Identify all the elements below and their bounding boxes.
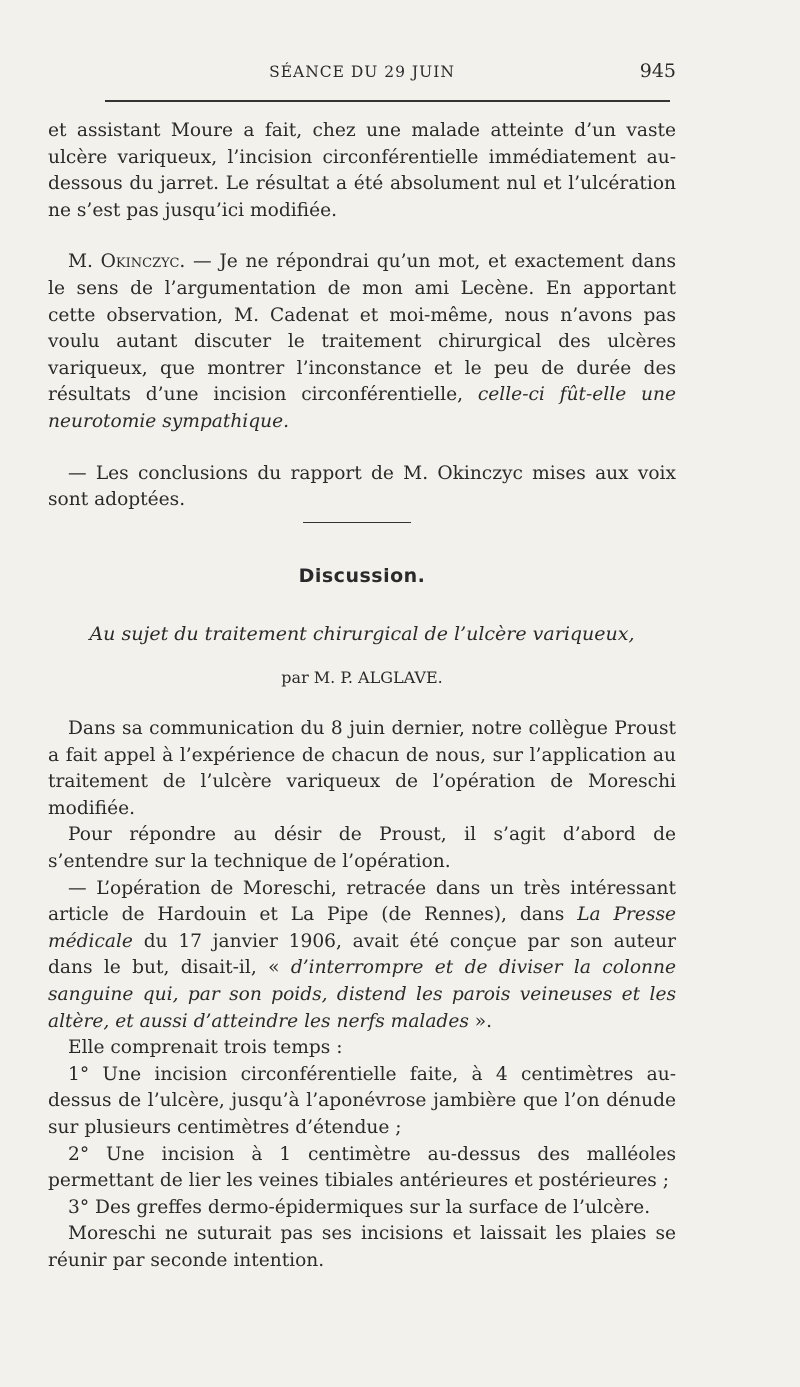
paragraph-text: ». bbox=[468, 1010, 493, 1032]
paragraph: Dans sa communication du 8 juin dernier, notre collègue Proust a fait appel à l’expérience de chacun de nous, sur l’application au traitement de l’ulcère variqueux de l’opération de Moreschi modifiée. bbox=[48, 718, 676, 819]
list-item: 2° Une incision à 1 centimètre au-dessus des malléoles permettant de lier les veines tibiales antérieures et postérieures ; bbox=[48, 1143, 676, 1192]
journal-title: La Presse médicale bbox=[48, 904, 676, 952]
text-block-2 bbox=[48, 716, 676, 1274]
paragraph: Moreschi ne suturait pas ses incisions et laissait les plaies se réunir par seconde intention. bbox=[48, 1223, 676, 1271]
section-heading: Discussion. bbox=[298, 565, 426, 587]
paragraph: Pour répondre au désir de Proust, il s’agit d’abord de s’entendre sur la technique de l’opération. bbox=[48, 824, 676, 872]
paragraph-text: — Je ne répondrai qu’un mot, et exactement dans le sens de l’argumentation de mon ami Lecène. En apportant cette observation, M. Cadenat et moi-même, nous n’avons pas voulu autant discuter le traitement chirurgical des ulcères variqueux, que montrer l’inconstance et le peu de durée des résultats d’une incision circonférentielle, bbox=[48, 251, 676, 406]
quotation: d’interrompre et de diviser la colonne sanguine qui, par son poids, distend les parois veineuses et les altère, et aussi d’atteindre les nerfs malades bbox=[48, 957, 676, 1032]
paragraph-okinczyc bbox=[48, 249, 676, 435]
paragraph-conclusions: — Les conclusions du rapport de M. Okinczyc mises aux voix sont adoptées. bbox=[48, 462, 676, 511]
list-item: 1° Une incision circonférentielle faite, à 4 centimètres au-dessus de l’ulcère, jusqu’à l’aponévrose jambière que l’on dénude sur plusieurs centimètres d’étendue ; bbox=[48, 1063, 676, 1138]
paragraph-italic: celle-ci fût-elle une neurotomie sympathique. bbox=[48, 384, 677, 432]
speaker-name: M. Okinczyc. bbox=[68, 251, 186, 273]
running-title: SÉANCE DU 29 JUIN bbox=[269, 63, 455, 81]
list-item: 3° Des greffes dermo-épidermiques sur la surface de l’ulcère. bbox=[68, 1196, 651, 1218]
paragraph: Elle comprenait trois temps : bbox=[68, 1037, 343, 1059]
header-rule bbox=[105, 100, 670, 102]
paragraph-text: — L’opération de Moreschi, retracée dans un très intéressant article de Hardouin et La Pipe (de Rennes), dans bbox=[48, 877, 676, 926]
page-header bbox=[48, 60, 676, 86]
section-separator bbox=[303, 522, 411, 523]
page-number: 945 bbox=[639, 60, 676, 82]
paragraph-moreschi bbox=[48, 876, 676, 1036]
text-block-1 bbox=[48, 118, 676, 514]
paragraph: et assistant Moure a fait, chez une malade atteinte d’un vaste ulcère variqueux, l’incision circonférentielle immédiatement au-dessous du jarret. Le résultat a été absolument nul et l’ulcération ne s’est pas jusqu’ici modifiée. bbox=[48, 120, 676, 221]
section-subtitle: Au sujet du traitement chirurgical de l’ulcère variqueux, bbox=[89, 623, 635, 645]
author-byline: par M. P. ALGLAVE. bbox=[281, 668, 443, 687]
paragraph-text: du 17 janvier 1906, avait été conçue par son auteur dans le but, disait-il, « bbox=[48, 930, 676, 979]
